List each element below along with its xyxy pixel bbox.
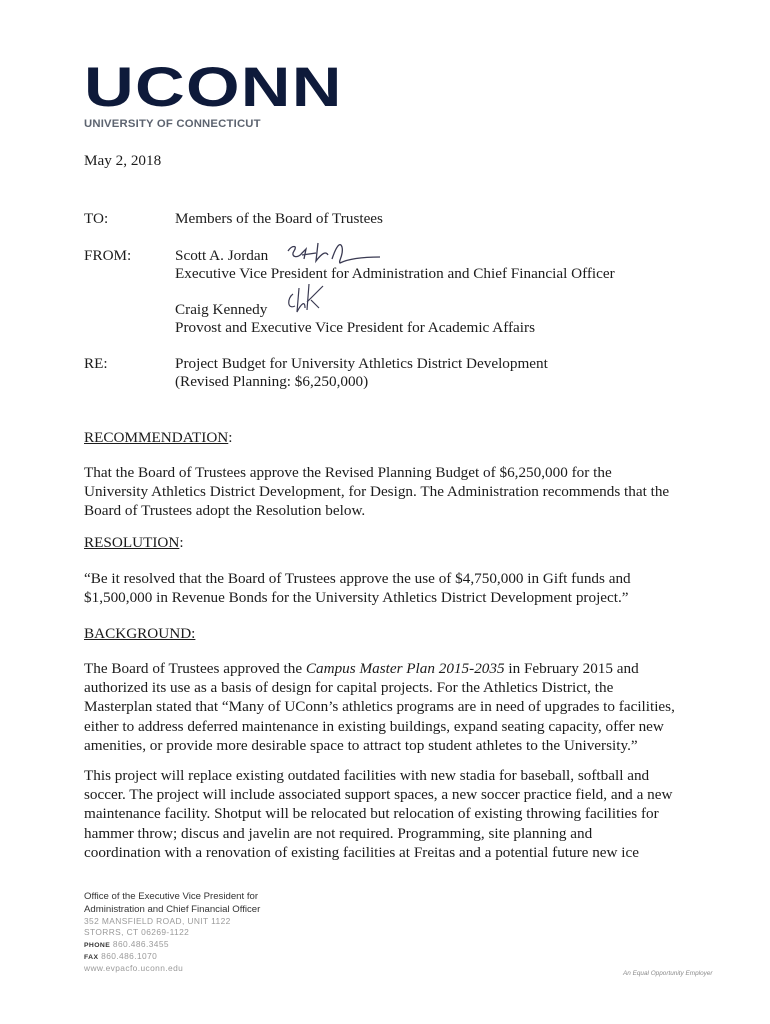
logo-wordmark: UCONN: [84, 55, 343, 118]
footer-address-1: 352 MANSFIELD ROAD, UNIT 1122: [84, 916, 231, 927]
background-line: either to address deferred maintenance in existing buildings, expand seating capacity, offer new: [84, 717, 664, 735]
memo-date: May 2, 2018: [84, 152, 162, 169]
footer-office-line-1: Office of the Executive Vice President for: [84, 891, 259, 902]
footer-fax: FAX 860.486.1070: [84, 950, 158, 961]
signature-scott-jordan: [282, 233, 382, 269]
logo-subtitle: UNIVERSITY OF CONNECTICUT: [84, 118, 261, 130]
uconn-logo: [84, 55, 343, 130]
background-paragraph-2: [84, 766, 694, 862]
equal-opportunity-employer: An Equal Opportunity Employer: [623, 970, 713, 977]
resolution-paragraph: [84, 569, 694, 607]
background-line: The Board of Trustees approved the Campus Master Plan 2015-2035 in February 2015 and: [84, 660, 639, 677]
footer-office-line-2: Administration and Chief Financial Officer: [84, 903, 261, 915]
re-line-1: Project Budget for University Athletics District Development: [175, 355, 548, 372]
background-line: amenities, or provide more desirable space to attract top student athletes to the University.”: [84, 736, 638, 754]
footer-address-2: STORRS, CT 06269-1122: [84, 927, 190, 938]
to-label: TO:: [84, 210, 109, 227]
background-line: authorized its use as a basis of design for capital projects. For the Athletics District, the: [84, 679, 614, 697]
to-value: Members of the Board of Trustees: [175, 210, 383, 227]
re-line-2: (Revised Planning: $6,250,000): [175, 373, 369, 390]
recommendation-line: University Athletics District Development, for Design. The Administration recommends that the: [84, 483, 670, 501]
background-heading: BACKGROUND:: [84, 625, 196, 642]
resolution-line: $1,500,000 in Revenue Bonds for the University Athletics District Development project.”: [84, 589, 629, 607]
from-1-title: Executive Vice President for Administration and Chief Financial Officer: [175, 265, 615, 282]
footer-website: www.evpacfo.uconn.edu: [84, 963, 184, 973]
re-label: RE:: [84, 355, 108, 372]
recommendation-paragraph: [84, 463, 694, 521]
background-paragraph-1: [84, 659, 694, 755]
background-line: soccer. The project will include associated support spaces, a new soccer practice field, and a new: [84, 786, 673, 804]
background-line: maintenance facility. Shotput will be relocated but relocation of existing throwing facilities for: [84, 805, 659, 823]
resolution-line: “Be it resolved that the Board of Trustees approve the use of $4,750,000 in Gift funds and: [84, 570, 631, 587]
resolution-heading: RESOLUTION:: [84, 534, 184, 551]
background-line: hammer throw; discus and javelin are not required. Programming, site planning and: [84, 824, 593, 842]
recommendation-line: That the Board of Trustees approve the Revised Planning Budget of $6,250,000 for the: [84, 464, 612, 481]
recommendation-line: Board of Trustees adopt the Resolution below.: [84, 502, 366, 520]
signature-craig-kennedy: [283, 280, 325, 316]
from-1-name: Scott A. Jordan: [175, 247, 269, 264]
recommendation-heading: RECOMMENDATION:: [84, 429, 233, 446]
letterhead-footer: [84, 891, 260, 974]
background-line: Masterplan stated that “Many of UConn’s athletics programs are in need of upgrades to facilities,: [84, 698, 675, 716]
background-line: coordination with a renovation of existing facilities at Freitas and a potential future new ice: [84, 843, 640, 861]
background-line: This project will replace existing outdated facilities with new stadia for baseball, softball and: [84, 767, 650, 784]
from-label: FROM:: [84, 247, 132, 264]
footer-phone: PHONE 860.486.3455: [84, 938, 169, 949]
from-2-name: Craig Kennedy: [175, 301, 268, 318]
from-2-title: Provost and Executive Vice President for Academic Affairs: [175, 319, 535, 336]
